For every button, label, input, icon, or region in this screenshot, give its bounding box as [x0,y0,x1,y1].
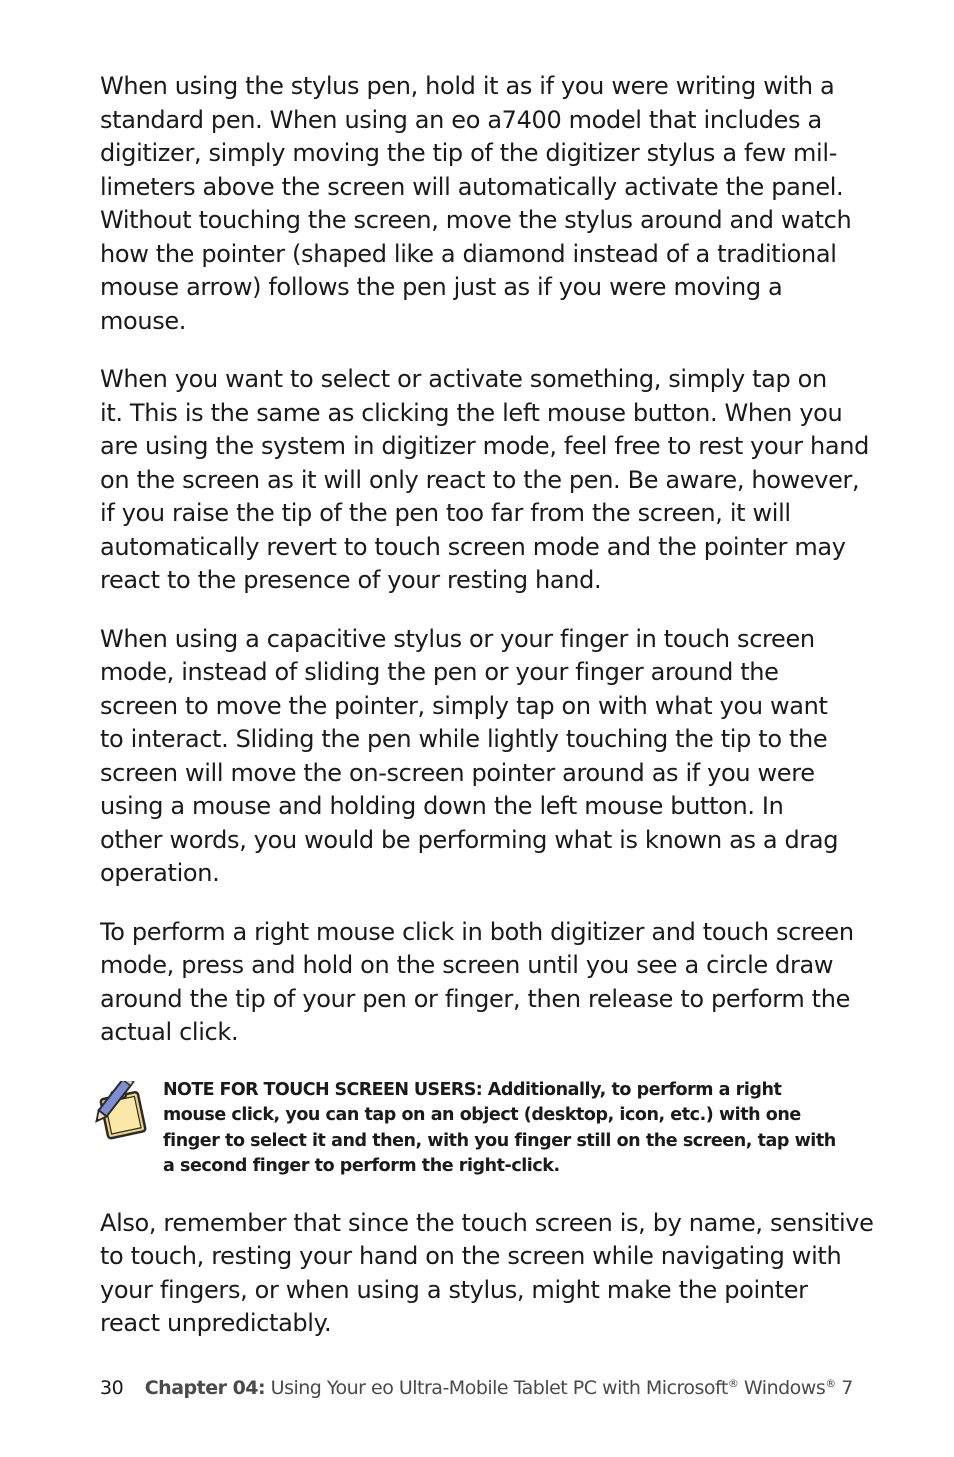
note-box [100,1075,860,1193]
paragraph-resting-hand [100,1207,874,1341]
page-number: 30 [100,1377,124,1399]
text-line: Without touching the screen, move the stylus around and watch [100,206,852,234]
text-line: around the tip of your pen or finger, then release to perform the [100,984,850,1013]
text-line: other words, you would be performing what is known as a drag [100,825,839,854]
text-line: Also, remember that since the touch screen is, by name, sensitive [100,1208,874,1237]
text-line: limeters above the screen will automatically activate the panel. [100,172,844,201]
paragraph-capacitive-stylus [100,623,860,891]
text-line: on the screen as it will only react to the pen. Be aware, however, [100,465,860,494]
chapter-title-part: Using Your eo Ultra-Mobile Tablet PC with Microsoft [270,1377,728,1399]
text-line: mouse. [100,306,187,335]
text-line: screen to move the pointer, simply tap on with what you want [100,691,828,720]
paragraph-stylus-pen [100,70,860,338]
text-line: it. This is the same as clicking the left mouse button. When you [100,398,843,427]
page-content [100,70,874,1341]
text-line: operation. [100,859,220,887]
text-line: mode, instead of sliding the pen or your finger around the [100,658,779,686]
notepad-pencil-icon [92,1081,154,1143]
text-line: When using the stylus pen, hold it as if you were writing with a [100,72,835,100]
registered-mark: ® [825,1377,836,1390]
text-line: automatically revert to touch screen mode and the pointer may [100,532,846,561]
text-line: your fingers, or when using a stylus, might make the pointer [100,1275,808,1304]
text-line: finger to select it and then, with you finger still on the screen, tap with [163,1130,836,1151]
text-line: mouse arrow) follows the pen just as if you were moving a [100,273,783,301]
text-line: digitizer, simply moving the tip of the digitizer stylus a few mil- [100,139,838,167]
chapter-title-part: Windows [738,1377,826,1399]
text-line: mouse click, you can tap on an object (desktop, icon, etc.) with one [163,1105,801,1125]
chapter-title [271,1377,853,1399]
text-line: using a mouse and holding down the left mouse button. In [100,792,784,820]
text-line: are using the system in digitizer mode, feel free to rest your hand [100,432,869,460]
paragraph-right-click [100,916,860,1050]
text-line: if you raise the tip of the pen too far from the screen, it will [100,499,791,527]
text-line: screen will move the on-screen pointer around as if you were [100,758,815,787]
text-line: react unpredictably. [100,1309,332,1337]
text-line: NOTE FOR TOUCH SCREEN USERS: Additionally, to perform a right [163,1079,782,1100]
text-line: mode, press and hold on the screen until you see a circle draw [100,951,834,979]
text-line: standard pen. When using an eo a7400 model that includes a [100,105,822,134]
note-label: NOTE FOR TOUCH SCREEN USERS: [163,1079,483,1100]
text-line: how the pointer (shaped like a diamond instead of a traditional [100,239,837,268]
text-line: react to the presence of your resting hand. [100,566,602,594]
note-text [163,1078,836,1180]
text-line: to touch, resting your hand on the screen while navigating with [100,1242,842,1270]
text-line: To perform a right mouse click in both digitizer and touch screen [100,917,854,946]
text-line: a second finger to perform the right-click. [163,1156,560,1176]
text-line: When using a capacitive stylus or your finger in touch screen [100,624,815,653]
paragraph-select-activate [100,363,869,598]
text-line: When you want to select or activate something, simply tap on [100,365,827,393]
chapter-title-part: 7 [835,1377,853,1399]
page-footer [100,1371,853,1401]
chapter-label: Chapter 04: [144,1377,266,1399]
text-line: actual click. [100,1018,239,1046]
text-line: to interact. Sliding the pen while lightly touching the tip to the [100,725,828,753]
registered-mark: ® [727,1377,739,1390]
